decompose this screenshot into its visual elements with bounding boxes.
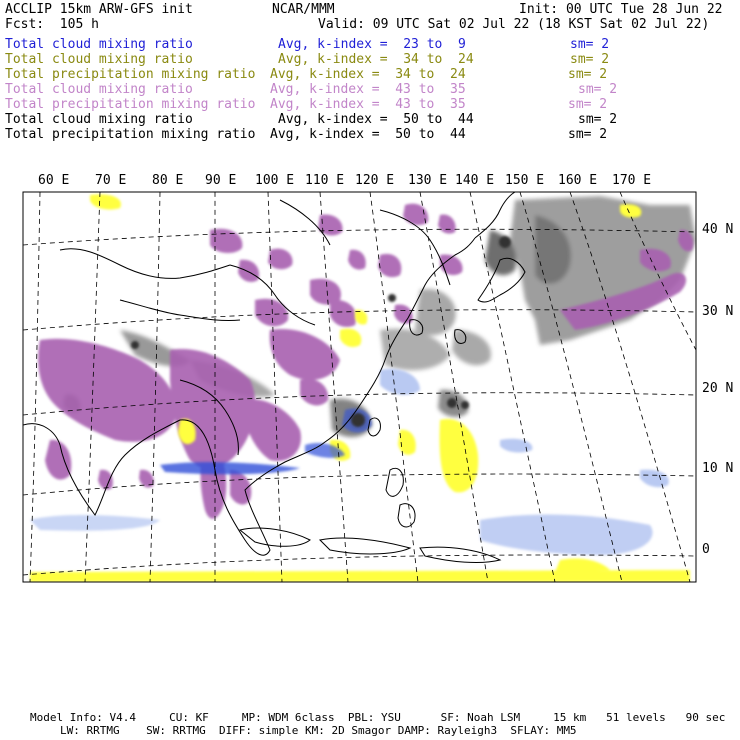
longitude-label: 130 E [408,173,448,188]
field-name: Total cloud mixing ratio [5,112,193,127]
field-name: Total precipitation mixing ratio [5,97,256,112]
init-time: Init: 00 UTC Tue 28 Jun 22 [519,2,723,17]
field-k-index: Avg, k-index = 43 to 35 [270,97,466,112]
field-k-index: Avg, k-index = 34 to 24 [278,52,474,67]
longitude-label: 90 E [205,173,237,188]
longitude-label: 60 E [38,173,70,188]
model-title: ACCLIP 15km ARW-GFS init [5,2,193,17]
field-name: Total cloud mixing ratio [5,52,193,67]
latitude-label: 20 N [702,381,734,396]
field-k-index: Avg, k-index = 23 to 9 [278,37,466,52]
longitude-label: 100 E [255,173,295,188]
latitude-label: 0 [702,542,710,557]
center-label: NCAR/MMM [272,2,335,17]
forecast-hour: Fcst: 105 h [5,17,99,32]
longitude-label: 160 E [558,173,598,188]
field-k-index: Avg, k-index = 50 to 44 [278,112,474,127]
longitude-labels [38,173,651,188]
longitude-label: 150 E [505,173,545,188]
field-smoothing: sm= 2 [578,112,618,127]
longitude-label: 140 E [455,173,495,188]
field-smoothing: sm= 2 [568,127,608,142]
field-k-index: Avg, k-index = 50 to 44 [270,127,466,142]
field-smoothing: sm= 2 [568,97,608,112]
field-smoothing: sm= 2 [570,37,610,52]
field-k-index: Avg, k-index = 34 to 24 [270,67,466,82]
longitude-label: 170 E [612,173,652,188]
model-info-line1: Model Info: V4.4 CU: KF MP: WDM 6class PBL: YSU SF: Noah LSM 15 km 51 levels 90 sec [30,711,726,724]
longitude-label: 120 E [355,173,395,188]
longitude-label: 110 E [305,173,345,188]
valid-time: Valid: 09 UTC Sat 02 Jul 22 (18 KST Sat 02 Jul 22) [318,17,710,32]
field-name: Total cloud mixing ratio [5,37,193,52]
longitude-label: 80 E [152,173,184,188]
latitude-label: 30 N [702,304,734,319]
field-name: Total cloud mixing ratio [5,82,193,97]
latitude-label: 40 N [702,222,734,237]
field-name: Total precipitation mixing ratio [5,67,256,82]
latitude-label: 10 N [702,461,734,476]
latitude-labels [702,222,733,557]
field-smoothing: sm= 2 [568,67,608,82]
field-name: Total precipitation mixing ratio [5,127,256,142]
field-smoothing: sm= 2 [570,52,610,67]
field-k-index: Avg, k-index = 43 to 35 [270,82,466,97]
longitude-label: 70 E [95,173,127,188]
model-info-line2: LW: RRTMG SW: RRTMG DIFF: simple KM: 2D Smagor DAMP: Rayleigh3 SFLAY: MM5 [60,724,577,737]
field-smoothing: sm= 2 [578,82,618,97]
